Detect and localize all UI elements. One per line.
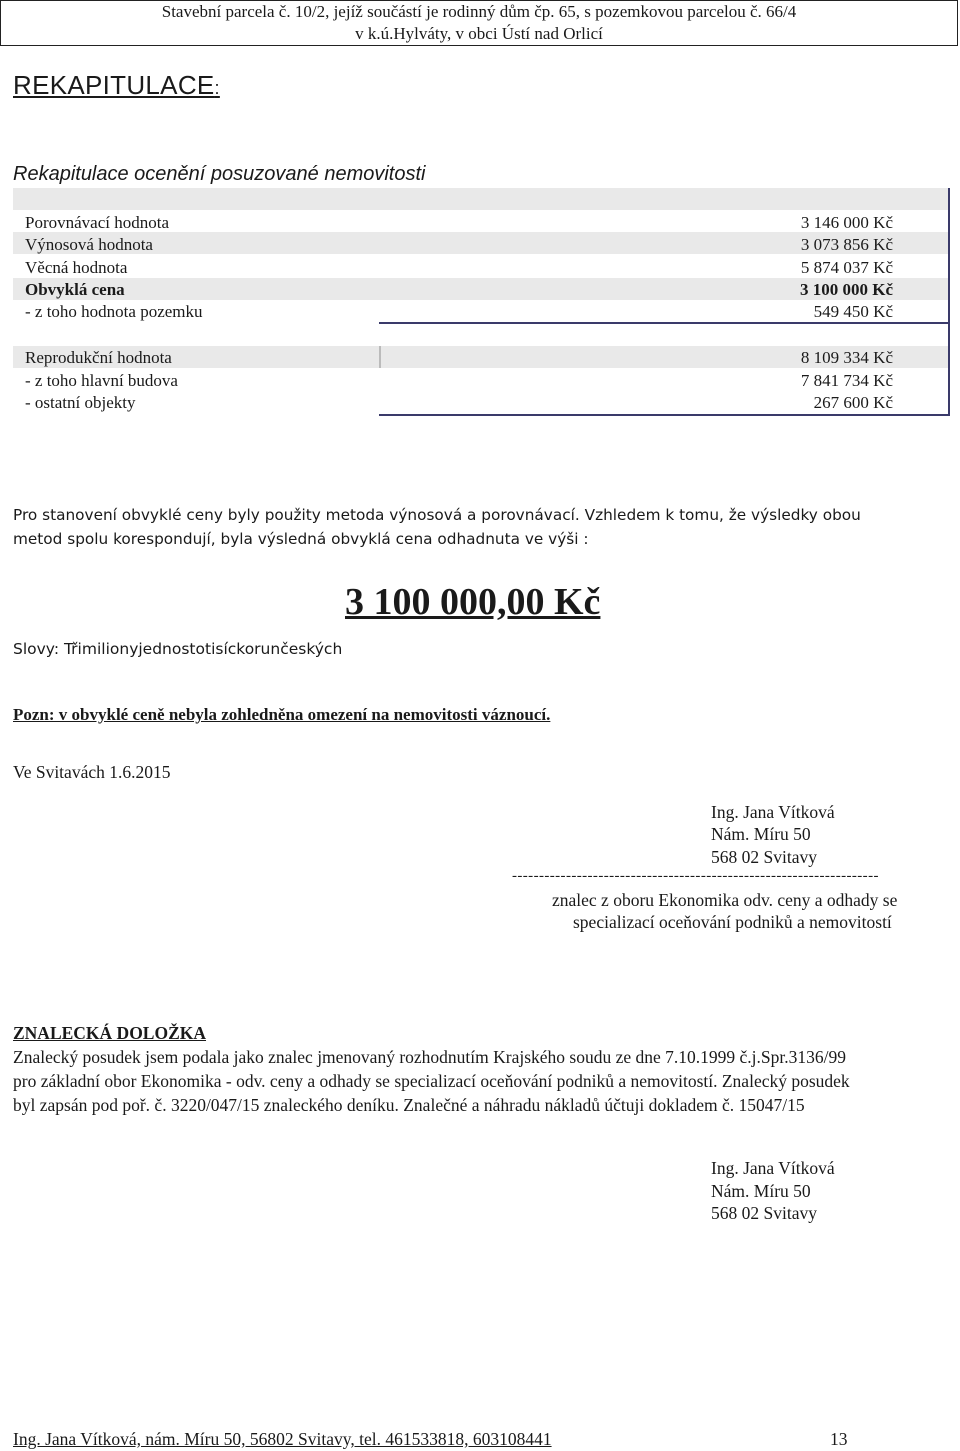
paragraph-line-2: metod spolu korespondují, byla výsledná obvyklá cena odhadnuta ve výši :	[13, 530, 589, 548]
signature2-street: Nám. Míru 50	[711, 1181, 811, 1201]
row-value: 549 450 Kč	[813, 302, 893, 321]
page-header	[0, 0, 958, 46]
signature-spec-1: znalec z oboru Ekonomika odv. ceny a odhady se	[552, 890, 898, 910]
note: Pozn: v obvyklé ceně nebyla zohledněna omezení na nemovitosti váznoucí.	[13, 705, 551, 724]
row-label: Obvyklá cena	[25, 280, 125, 299]
row-label: - z toho hodnota pozemku	[25, 302, 203, 321]
clause-line-1: Znalecký posudek jsem podala jako znalec jmenovaný rozhodnutím Krajského soudu ze dne 7.10.1999 č.j.Spr.3136/99	[13, 1047, 847, 1067]
section-title: Rekapitulace ocenění posuzované nemovitosti	[13, 163, 426, 185]
row-value: 3 146 000 Kč	[800, 213, 893, 232]
row-value: 5 874 037 Kč	[800, 258, 893, 277]
valuation-table	[13, 188, 949, 418]
signature-city: 568 02 Svitavy	[711, 847, 817, 867]
page-number: 13	[830, 1429, 848, 1449]
row-label: - z toho hlavní budova	[25, 371, 178, 390]
header-line-2: v k.ú.Hylváty, v obci Ústí nad Orlicí	[355, 24, 603, 43]
recap-title	[13, 70, 220, 101]
row-label: Porovnávací hodnota	[25, 213, 169, 232]
signature2-city: 568 02 Svitavy	[711, 1203, 817, 1223]
row-label: Výnosová hodnota	[25, 235, 153, 254]
clause-text	[13, 1045, 850, 1117]
recap-title-colon: :	[214, 78, 220, 98]
row-value: 8 109 334 Kč	[800, 348, 893, 367]
row-label: Věcná hodnota	[25, 258, 128, 277]
signature-name: Ing. Jana Vítková	[711, 802, 835, 822]
clause-title: ZNALECKÁ DOLOŽKA	[13, 1023, 207, 1043]
recap-title-text: REKAPITULACE	[13, 70, 215, 100]
paragraph-line-1: Pro stanovení obvyklé ceny byly použity metoda výnosová a porovnávací. Vzhledem k tomu, že výsledky obou	[13, 506, 861, 524]
table-header-bar	[13, 188, 949, 210]
table-right-border	[948, 188, 950, 416]
final-amount: 3 100 000,00 Kč	[345, 581, 601, 623]
group2-bottom-border	[379, 414, 949, 416]
clause-line-3: byl zapsán pod poř. č. 3220/047/15 znaleckého deníku. Znalečné a náhradu nákladů účtuji dokladem č. 15047/15	[13, 1095, 805, 1115]
row-label: - ostatní objekty	[25, 393, 136, 412]
row-label: Reprodukční hodnota	[25, 348, 172, 367]
header-line-1: Stavební parcela č. 10/2, jejíž součástí je rodinný dům čp. 65, s pozemkovou parcelou č. 66/4	[161, 2, 797, 21]
place-date: Ve Svitavách 1.6.2015	[13, 762, 171, 782]
row-value: 3 100 000 Kč	[799, 280, 893, 299]
row-value: 267 600 Kč	[813, 393, 893, 412]
signature-dash-line: --------------------------------------------------------------------	[512, 868, 879, 884]
row-value: 3 073 856 Kč	[800, 235, 893, 254]
clause-line-2: pro základní obor Ekonomika - odv. ceny a odhady se specializací oceňování podniků a nemovitostí. Znalecký posudek	[13, 1071, 850, 1091]
row-value: 7 841 734 Kč	[800, 371, 893, 390]
group2-left-border	[379, 346, 381, 368]
signature2-name: Ing. Jana Vítková	[711, 1158, 835, 1178]
signature-spec-2: specializací oceňování podniků a nemovitostí	[573, 912, 892, 932]
signature-street: Nám. Míru 50	[711, 824, 811, 844]
page-footer: Ing. Jana Vítková, nám. Míru 50, 56802 Svitavy, tel. 461533818, 603108441	[13, 1429, 552, 1449]
amount-in-words: Slovy: Třimilionyjednostotisíckorunčeských	[13, 640, 343, 658]
